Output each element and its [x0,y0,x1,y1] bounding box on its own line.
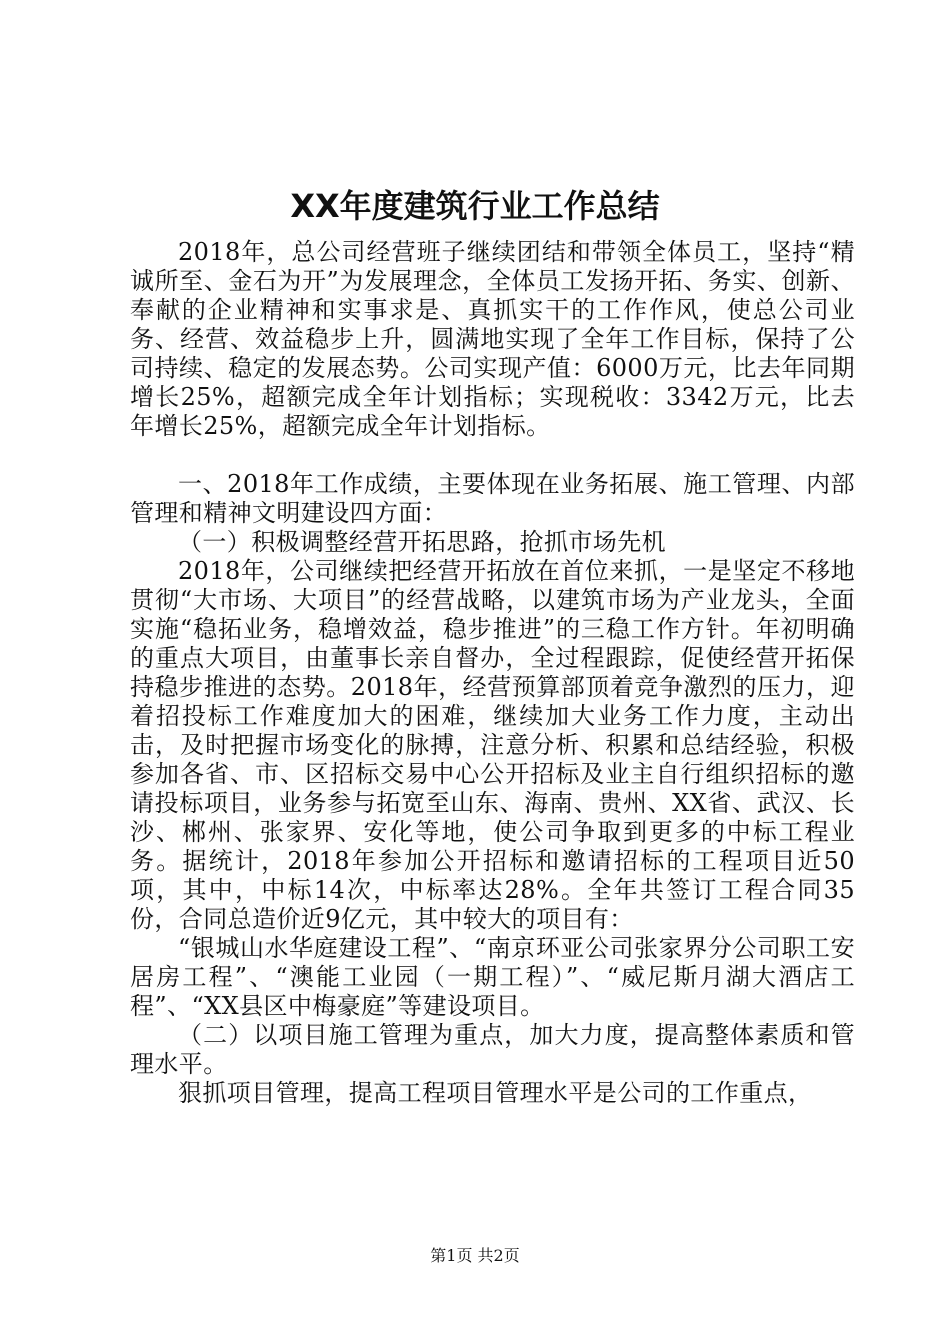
document-body [130,238,855,1108]
paragraph-spacer [130,441,855,470]
paragraph-business-expansion: 2018年，公司继续把经营开拓放在首位来抓，一是坚定不移地贯彻“大市场、大项目”的经营战略，以建筑市场为产业龙头，全面实施“稳拓业务，稳增效益，稳步推进”的三稳工作方针。年初明确的重点大项目，由董事长亲自督办，全过程跟踪，促使经营开拓保持稳步推进的态势。2018年，经营预算部顶着竞争激烈的压力，迎着招投标工作难度加大的困难，继续加大业务工作力度，主动出击，及时把握市场变化的脉搏，注意分析、积累和总结经验，积极参加各省、市、区招标交易中心公开招标及业主自行组织招标的邀请投标项目，业务参与拓宽至山东、海南、贵州、XX省、武汉、长沙、郴州、张家界、安化等地，使公司争取到更多的中标工程业务。据统计，2018年参加公开招标和邀请招标的工程项目近50项，其中，中标14次，中标率达28%。全年共签订工程合同35份，合同总造价近9亿元，其中较大的项目有： [130,557,855,933]
paragraph-project-management: 狠抓项目管理，提高工程项目管理水平是公司的工作重点， [178,1079,813,1107]
subheading-two: （二）以项目施工管理为重点，加大力度，提高整体素质和管理水平。 [130,1021,855,1078]
paragraph-major-projects: “银城山水华庭建设工程”、“南京环亚公司张家界分公司职工安居房工程”、“澳能工业园（一期工程）”、“威尼斯月湖大酒店工程”、“XX县区中梅豪庭”等建设项目。 [130,934,855,1020]
document-title: XX年度建筑行业工作总结 [290,187,660,225]
paragraph-intro: 2018年，总公司经营班子继续团结和带领全体员工，坚持“精诚所至、金石为开”为发展理念，全体员工发扬开拓、务实、创新、奉献的企业精神和实事求是、真抓实干的工作作风，使总公司业务、经营、效益稳步上升，圆满地实现了全年工作目标，保持了公司持续、稳定的发展态势。公司实现产值：6000万元，比去年同期增长25%，超额完成全年计划指标；实现税收：3342万元，比去年增长25%，超额完成全年计划指标。 [130,238,855,440]
page-footer: 第1页 共2页 [430,1246,520,1265]
subheading-one: （一）积极调整经营开拓思路，抢抓市场先机 [178,528,666,556]
paragraph-section-one: 一、2018年工作成绩，主要体现在业务拓展、施工管理、内部管理和精神文明建设四方面： [130,470,855,527]
